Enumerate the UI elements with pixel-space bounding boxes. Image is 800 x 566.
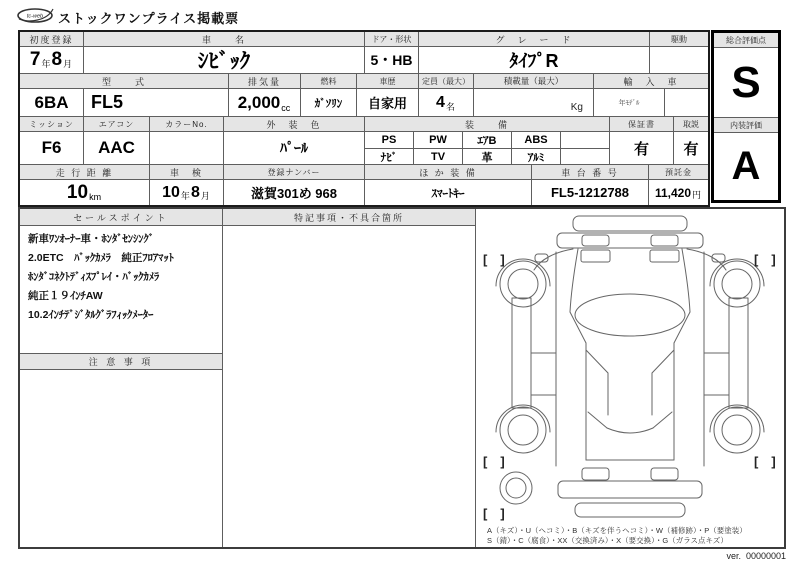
inspection-year: 10 [162, 183, 180, 201]
first-registration-value [20, 47, 84, 74]
history-label: 車歴 [357, 74, 419, 89]
capacity-number: 4 [436, 93, 445, 111]
equip-empty-1 [561, 132, 610, 149]
door-shape-value: 5・HB [365, 47, 419, 74]
load-capacity-label: 積載量（最大） [474, 74, 594, 89]
import-empty-cell [665, 89, 708, 117]
equip-tv: TV [414, 149, 463, 165]
equip-navi: ﾅﾋﾞ [365, 149, 414, 165]
tc-web-logo [16, 6, 54, 24]
sales-points-header: セールスポイント [20, 209, 222, 226]
equip-pw: PW [414, 132, 463, 149]
sill-left-shape [512, 298, 531, 408]
svg-text:tc-web: tc-web [26, 13, 44, 20]
other-equipment-label: ほ か 装 備 [365, 165, 532, 180]
wheel-rear-right [714, 407, 760, 453]
car-name-value: ｼﾋﾞｯｸ [84, 47, 365, 74]
headlight-right-shape [651, 235, 678, 246]
taillight-right-shape [651, 468, 678, 480]
wheel-front-left [500, 261, 546, 307]
inspection-year-unit: 年 [180, 191, 190, 201]
page-title: ストックワンプライス掲載票 [58, 11, 240, 26]
history-value: 自家用 [357, 89, 419, 117]
cowl-right-shape [650, 250, 679, 262]
mileage-label: 走 行 距 離 [20, 165, 150, 180]
fuel-value: ｶﾞｿﾘﾝ [301, 89, 357, 117]
vehicle-spec-table [18, 30, 710, 207]
notes-header: 注 意 事 項 [20, 353, 222, 370]
model-code-label: 型 式 [20, 74, 229, 89]
front-panel-shape [557, 233, 703, 248]
deposit-value [649, 180, 708, 205]
grade-label: グ レ ー ド [419, 32, 650, 47]
equip-airbag: ｴｱB [463, 132, 512, 149]
color-no-value [150, 132, 224, 165]
drive-value [650, 47, 708, 74]
aircon-label: エアコン [84, 117, 150, 132]
door-shape-label: ドア・形状 [365, 32, 419, 47]
warranty-label: 保証書 [610, 117, 674, 132]
damage-marker-front-right: [ ] [754, 252, 776, 267]
color-no-label: カラーNo. [150, 117, 224, 132]
damage-marker-front-left: [ ] [483, 252, 505, 267]
manual-label: 取説 [674, 117, 708, 132]
cowl-left-shape [581, 250, 610, 262]
registration-number-value: 滋賀301め 968 [224, 180, 365, 205]
roof-shape [575, 294, 685, 336]
deposit-number: 11,420 [654, 185, 692, 200]
mileage-value [20, 180, 150, 205]
rear-bumper-shape [575, 503, 685, 517]
first-reg-month: 8 [51, 49, 63, 70]
front-bumper-shape [573, 216, 687, 231]
interior-grade-value: A [731, 144, 761, 188]
other-equipment-value: ｽﾏｰﾄｷｰ [365, 180, 532, 205]
model-prefix-value: 6BA [20, 89, 84, 117]
warranty-value: 有 [610, 132, 674, 165]
capacity-unit: 名 [445, 102, 455, 112]
displacement-number: 2,000 [237, 92, 281, 112]
year-model-cell: 年ﾓﾃﾞﾙ [594, 89, 665, 117]
taillight-left-shape [582, 468, 609, 480]
overall-grade-value: S [714, 48, 778, 118]
rear-panel-shape [558, 481, 702, 498]
registration-number-label: 登録ナンバー [224, 165, 365, 180]
remarks-header: 特記事項・不具合箇所 [223, 209, 475, 226]
inspection-value [150, 180, 224, 205]
sales-point-line: 10.2ｲﾝﾁﾃﾞｼﾞﾀﾙｸﾞﾗﾌｨｯｸﾒｰﾀｰ [28, 309, 154, 321]
damage-marker-rear-left: [ ] [483, 454, 505, 469]
fuel-label: 燃料 [301, 74, 357, 89]
damage-legend-line-1: A（キズ）・U（ヘコミ）・B（キズを伴うヘコミ）・W（補修跡）・P（要塗装） [487, 526, 747, 535]
displacement-value [229, 89, 301, 117]
version-text: ver. 00000001 [726, 551, 786, 561]
cc-unit: cc [281, 103, 291, 113]
import-label: 輸 入 車 [594, 74, 708, 89]
capacity-value [419, 89, 474, 117]
inspection-label: 車 検 [150, 165, 224, 180]
transmission-label: ミッション [20, 117, 84, 132]
first-registration-label: 初度登録 [20, 32, 84, 47]
divider-remarks-diagram [475, 209, 476, 547]
damage-legend-line-2: S（錆）・C（腐食）・XX（交換済み）・X（要交換）・G（ガラス点キズ） [487, 536, 728, 545]
equip-leather: 革 [463, 149, 512, 165]
year-unit: 年 [41, 59, 51, 69]
inspection-month: 8 [190, 183, 200, 201]
spare-tire [500, 472, 532, 504]
headlight-left-shape [582, 235, 609, 246]
sales-point-line: 2.0ETC ﾊﾞｯｸｶﾒﾗ 純正ﾌﾛｱﾏｯﾄ [28, 252, 174, 264]
equip-empty-2 [561, 149, 610, 165]
equipment-label: 装 備 [365, 117, 610, 132]
damage-marker-rear-right: [ ] [754, 454, 776, 469]
deposit-label: 預託金 [649, 165, 708, 180]
chassis-number-label: 車 台 番 号 [532, 165, 649, 180]
drive-label: 駆動 [650, 32, 708, 47]
manual-value: 有 [674, 132, 708, 165]
equip-abs: ABS [512, 132, 561, 149]
exterior-color-value: ﾊﾟｰﾙ [224, 132, 365, 165]
displacement-label: 排気量 [229, 74, 301, 89]
sales-point-line: 純正１９ｲﾝﾁAW [28, 290, 103, 302]
overall-grade-label: 総合評価点 [714, 33, 778, 48]
km-unit: km [89, 192, 102, 202]
interior-grade-label: 内装評価 [714, 118, 778, 133]
grade-panel [711, 30, 781, 203]
exterior-color-label: 外 装 色 [224, 117, 365, 132]
transmission-value: F6 [20, 132, 84, 165]
damage-marker-spare: [ ] [483, 506, 505, 521]
equip-alloy: ｱﾙﾐ [512, 149, 561, 165]
aircon-value: AAC [84, 132, 150, 165]
capacity-label: 定員（最大） [419, 74, 474, 89]
grade-value: ﾀｲﾌﾟR [419, 47, 650, 74]
mileage-number: 10 [66, 181, 89, 203]
car-damage-diagram [478, 210, 786, 526]
load-unit-cell: Kg [474, 89, 594, 117]
wheel-rear-left [500, 407, 546, 453]
first-reg-year: 7 [29, 49, 41, 70]
equip-ps: PS [365, 132, 414, 149]
model-value: FL5 [84, 89, 229, 117]
sales-point-line: ﾎﾝﾀﾞｺﾈｸﾄﾃﾞｨｽﾌﾟﾚｲ・ﾊﾞｯｸｶﾒﾗ [28, 271, 160, 283]
inspection-month-unit: 月 [200, 191, 210, 201]
sill-right-shape [729, 298, 748, 408]
chassis-number-value: FL5-1212788 [532, 180, 649, 205]
divider-sales-remarks [222, 209, 223, 547]
month-unit: 月 [63, 59, 73, 69]
car-name-label: 車 名 [84, 32, 365, 47]
yen-unit: 円 [692, 190, 702, 200]
sales-point-line: 新車ﾜﾝｵｰﾅｰ車・ﾎﾝﾀﾞｾﾝｼﾝｸﾞ [28, 233, 154, 245]
